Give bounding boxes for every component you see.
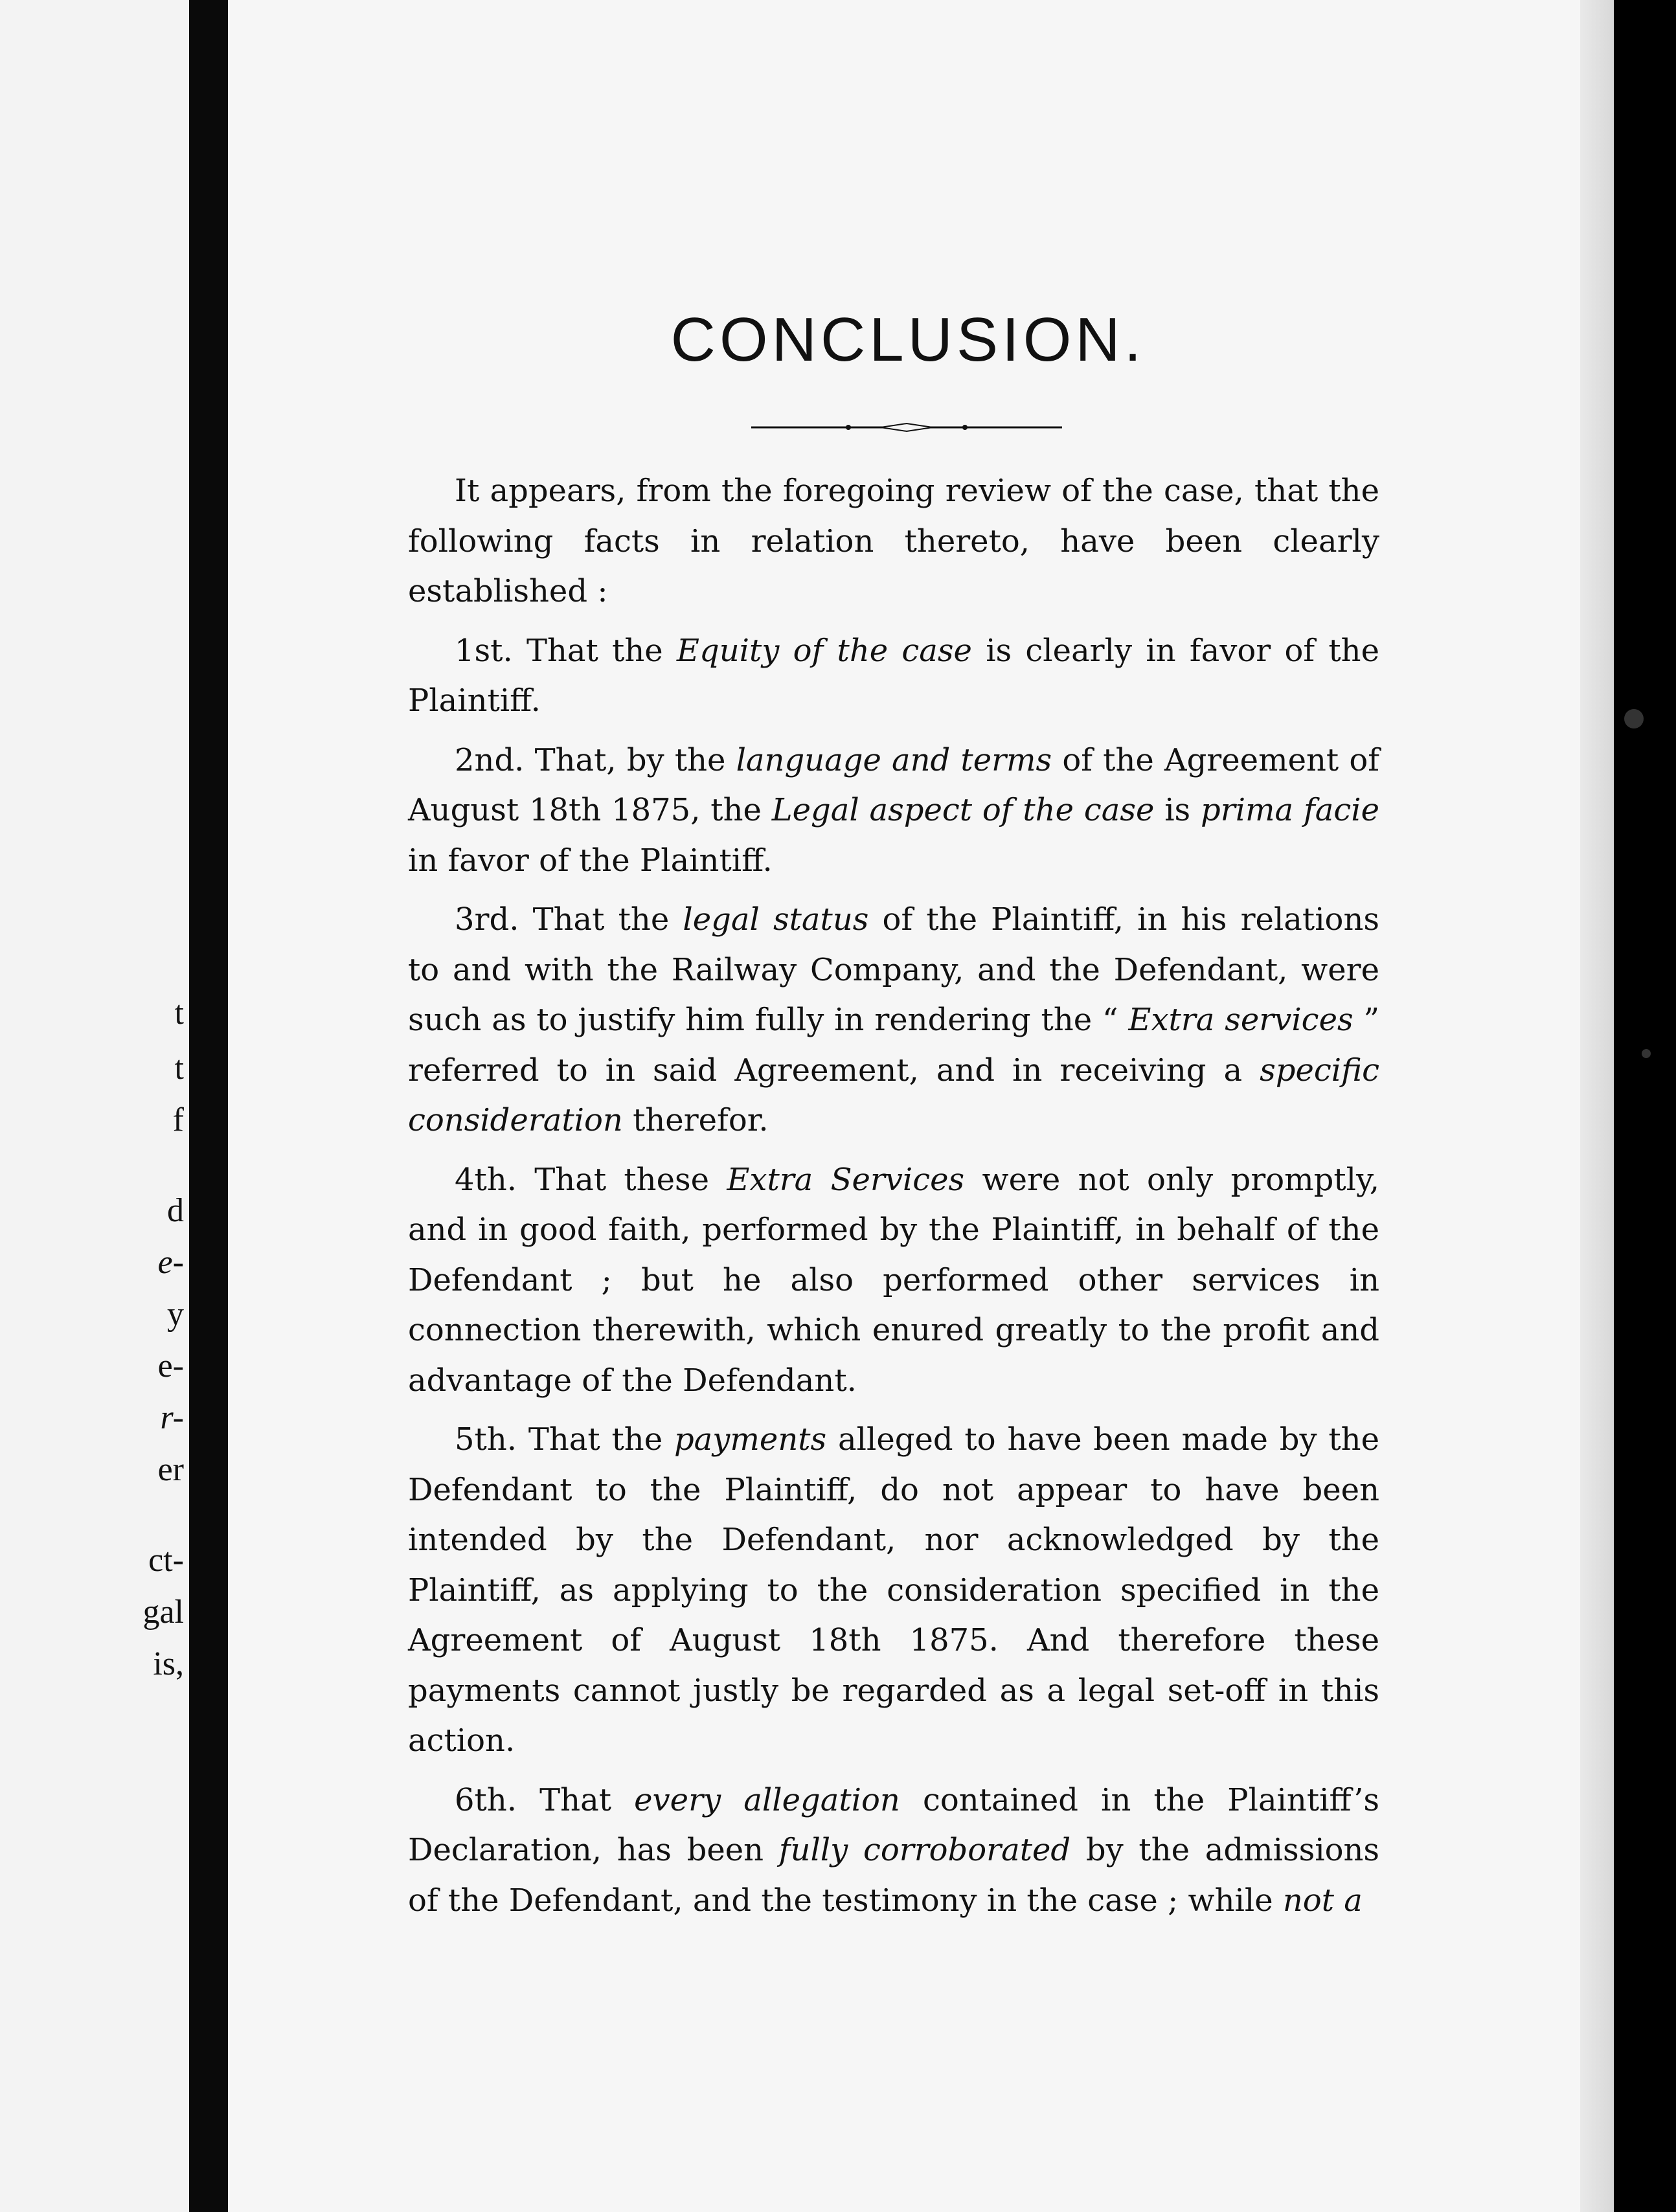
text-run: is clearly in favor of the Plaintiff. [408, 632, 1379, 719]
paragraph-fourth [408, 1155, 1379, 1406]
italic-phrase: legal status [683, 901, 869, 938]
text-run: of the Plaintiff, in his relations to and with the Railway Company, and the Defendant, were such as to justify him fully in rendering the “ [408, 901, 1380, 1038]
text-run: therefor. [622, 1102, 769, 1138]
text-run: 1st. That the [455, 632, 677, 669]
previous-page-text-fragments [0, 0, 189, 2212]
paragraph-fifth [408, 1415, 1379, 1766]
text-run: is [1154, 792, 1201, 828]
italic-phrase: language and terms [736, 741, 1052, 778]
previous-page-fragment: ct- [148, 1542, 184, 1579]
scan-speck [1642, 1049, 1651, 1058]
italic-phrase: Extra services [1128, 1002, 1353, 1038]
italic-phrase: payments [674, 1421, 827, 1458]
scan-speck [1624, 709, 1644, 728]
previous-page-fragment: d [167, 1192, 184, 1229]
scan-background-right [1614, 0, 1676, 2212]
italic-phrase: specific consideration [408, 1052, 1379, 1138]
paragraph-third [408, 895, 1379, 1146]
text-run: were not only promptly, and in good faith, performed by the Plaintiff, in behalf of the Defendant ; but he also performed other services in connection therewith, which enured greatly to the profit and advantage of the Defendant. [408, 1161, 1379, 1399]
previous-page-fragment: y [167, 1296, 184, 1333]
text-run: 2nd. That, by the [455, 741, 736, 778]
italic-phrase: fully corroborated [778, 1832, 1071, 1868]
previous-page-fragment: t [174, 995, 184, 1032]
paragraph-first [408, 626, 1379, 727]
text-run: of the Agreement of August 18th 1875, the [408, 741, 1380, 828]
text-run: in favor of the Plaintiff. [408, 842, 773, 879]
text-run: contained in the Plaintiff’s Declaration, has been [408, 1781, 1379, 1868]
previous-page-fragment: r- [160, 1399, 184, 1436]
book-gutter [189, 0, 228, 2212]
paragraph-intro [408, 466, 1379, 617]
previous-page-fragment: is, [153, 1645, 184, 1682]
text-run: 3rd. That the [455, 901, 683, 938]
italic-phrase: Equity of the case [676, 632, 972, 669]
previous-page-fragment: t [174, 1050, 184, 1087]
italic-phrase: prima facie [1201, 792, 1380, 828]
text-run: ” referred to in said Agreement, and in receiving a [408, 1002, 1380, 1089]
text-run: 6th. That [455, 1781, 635, 1818]
text-run: 5th. That the [455, 1421, 674, 1458]
italic-phrase: not a [1282, 1882, 1363, 1919]
page-title: CONCLUSION. [670, 305, 1146, 374]
text-run: by the admissions of the Defendant, and the testimony in the case ; while [408, 1832, 1380, 1919]
italic-phrase: every allegation [634, 1781, 900, 1818]
previous-page-fragment: e- [157, 1348, 184, 1384]
paragraph-sixth [408, 1776, 1379, 1926]
text-run: 4th. That these [455, 1161, 727, 1198]
previous-page-fragment: e- [157, 1244, 184, 1281]
ornamental-rule [751, 421, 1062, 434]
conclusion-body [408, 466, 1379, 1935]
paragraph-second [408, 736, 1379, 886]
previous-page-fragment: f [172, 1101, 184, 1138]
previous-page-fragment: er [157, 1451, 184, 1488]
italic-phrase: Legal aspect of the case [771, 792, 1155, 828]
previous-page-fragment: gal [142, 1594, 184, 1631]
previous-page-edge [0, 0, 189, 2212]
text-run: It appears, from the foregoing review of the case, that the following facts in relation thereto, have been clearly established : [408, 473, 1379, 609]
text-run: alleged to have been made by the Defendant to the Plaintiff, do not appear to have been intended by the Defendant, nor acknowledged by the Plaintiff, as applying to the consideration specified in the Agreement of August 18th 1875. And therefore these payments cannot justly be regarded as a legal set-off in this action. [408, 1421, 1380, 1759]
italic-phrase: Extra Services [727, 1161, 965, 1198]
